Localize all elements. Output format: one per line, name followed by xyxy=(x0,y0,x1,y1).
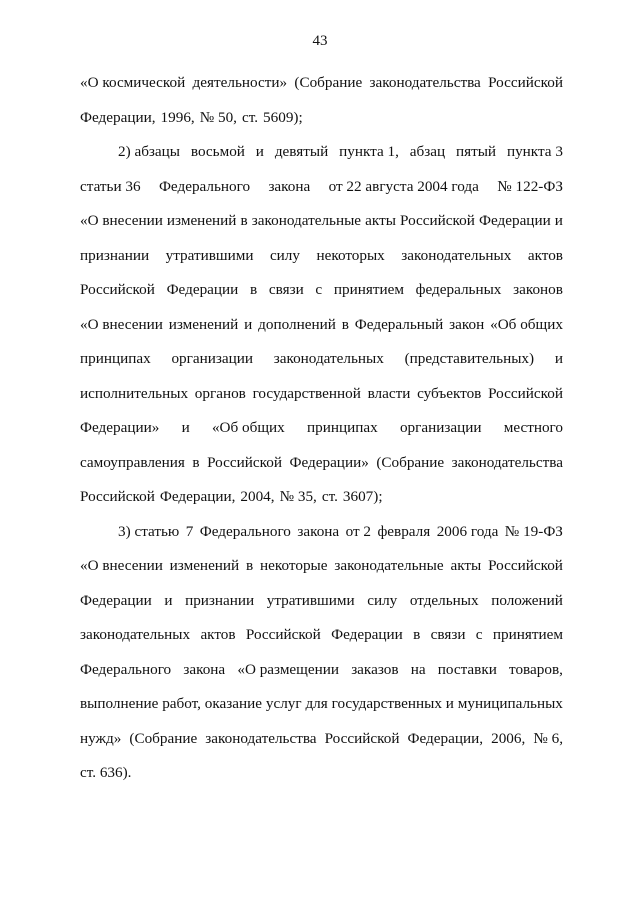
text-word: Федерации xyxy=(80,591,152,609)
text-word: Федерации, xyxy=(407,729,484,747)
text-line xyxy=(80,722,563,757)
text-word: актов xyxy=(527,246,563,264)
text-word: 2006, xyxy=(491,729,526,747)
text-word: (Собрание xyxy=(294,74,363,91)
text-word: изменений xyxy=(168,315,239,333)
text-word: Федерального xyxy=(80,660,172,678)
text-word: органов xyxy=(194,384,246,402)
text-word: Федеральный xyxy=(354,315,444,333)
text-word: работ, xyxy=(162,695,201,712)
text-word: законодательные xyxy=(334,557,444,574)
text-word: законодательные xyxy=(251,212,362,229)
text-word: на xyxy=(410,660,426,678)
text-word: в xyxy=(341,315,349,333)
text-word: муниципальных xyxy=(457,695,563,712)
text-line xyxy=(80,515,563,550)
text-word: Российской xyxy=(400,212,475,229)
text-word: от 22 августа 2004 года xyxy=(328,177,479,195)
text-word: с xyxy=(475,626,483,643)
text-word: дополнений xyxy=(258,315,336,333)
text-word: товаров, xyxy=(509,660,563,678)
text-word: абзац xyxy=(409,143,446,160)
text-word: Федерации xyxy=(331,626,403,643)
text-word: нужд» xyxy=(80,729,122,747)
text-word: 7 xyxy=(185,522,194,540)
text-word: субъектов xyxy=(417,384,482,402)
text-word: признании xyxy=(80,246,150,264)
text-word: государственной xyxy=(252,384,361,402)
text-word: Российской xyxy=(80,281,155,298)
text-word: Российской xyxy=(207,453,282,471)
text-word: местного xyxy=(503,419,563,436)
text-word: № 35, xyxy=(279,488,317,505)
text-word: закона xyxy=(183,660,226,678)
text-line xyxy=(80,653,563,688)
text-word: закона xyxy=(297,522,340,540)
text-line xyxy=(80,273,563,308)
text-word: законов xyxy=(513,281,563,298)
text-word: Федерации xyxy=(478,212,551,229)
text-word: некоторых xyxy=(316,246,385,264)
text-word: № 19-ФЗ xyxy=(504,522,563,540)
text-line xyxy=(80,342,563,377)
text-word: девятый xyxy=(274,143,329,160)
text-line xyxy=(80,687,563,722)
text-word: и xyxy=(554,212,563,229)
text-word: № 50, xyxy=(199,108,237,126)
text-word: и xyxy=(181,419,190,436)
text-word: восьмой xyxy=(190,143,245,160)
text-word: «Об общих xyxy=(490,315,563,333)
text-word: статьи 36 xyxy=(80,177,141,195)
text-word: законодательства xyxy=(451,453,563,471)
text-word: изменений xyxy=(169,557,240,574)
text-word: Российской xyxy=(488,74,563,91)
text-word: (Собрание xyxy=(376,453,445,471)
text-word: ст. xyxy=(241,108,259,126)
text-word: в xyxy=(192,453,200,471)
text-word: поставки xyxy=(437,660,497,678)
text-word: 2) абзацы xyxy=(118,143,180,160)
text-word: и xyxy=(164,591,173,609)
text-word: организации xyxy=(399,419,482,436)
text-word: отдельных xyxy=(409,591,479,609)
text-word: акты xyxy=(450,557,482,574)
text-word: Российской xyxy=(488,384,563,402)
text-line xyxy=(80,204,563,239)
text-word: ст. 636). xyxy=(80,764,132,781)
text-word: «О космической xyxy=(80,74,186,91)
text-line xyxy=(80,101,563,136)
text-word: оказание xyxy=(204,695,263,712)
text-word: в xyxy=(246,557,254,574)
text-word: принципах xyxy=(307,419,378,436)
text-word: (Собрание xyxy=(129,729,198,747)
text-line xyxy=(80,549,563,584)
text-word: Российской xyxy=(80,488,155,505)
text-line xyxy=(80,411,563,446)
text-word: в xyxy=(240,212,248,229)
text-word: признании xyxy=(185,591,255,609)
text-word: Федерации, xyxy=(159,488,236,505)
text-word: актов xyxy=(200,626,236,643)
text-word: № 6, xyxy=(533,729,563,747)
text-word: Федерации» xyxy=(289,453,369,471)
text-word: ст. xyxy=(321,488,338,505)
text-word: пункта 1, xyxy=(339,143,399,160)
text-word: принципах xyxy=(80,350,151,367)
text-word: выполнение xyxy=(80,695,159,712)
text-word: 5609); xyxy=(263,108,303,126)
text-word: силу xyxy=(269,246,300,264)
text-word: изменений xyxy=(166,212,237,229)
text-word: закон xyxy=(449,315,485,333)
text-line xyxy=(80,446,563,481)
text-word: «О внесении xyxy=(80,315,163,333)
text-word: «Об общих xyxy=(211,419,285,436)
page-number: 43 xyxy=(312,33,328,49)
text-line xyxy=(80,66,563,101)
text-word: и xyxy=(255,143,264,160)
text-word: законодательства xyxy=(205,729,317,747)
text-word: Федерального xyxy=(199,522,291,540)
text-line xyxy=(80,170,563,205)
text-word: пятый xyxy=(455,143,497,160)
text-word: некоторые xyxy=(260,557,328,574)
text-word: федеральных xyxy=(415,281,502,298)
text-word: исполнительных xyxy=(80,384,189,402)
text-line xyxy=(80,377,563,412)
text-word: «О размещении xyxy=(237,660,339,678)
text-word: и xyxy=(244,315,253,333)
text-line xyxy=(80,480,563,515)
text-word: Российской xyxy=(245,626,321,643)
text-line xyxy=(80,618,563,653)
text-word: положений xyxy=(491,591,563,609)
text-word: законодательства xyxy=(369,74,481,91)
text-word: в xyxy=(413,626,421,643)
text-word: законодательных xyxy=(401,246,512,264)
text-word: связи xyxy=(268,281,304,298)
text-word: 1996, xyxy=(160,108,195,126)
text-word: пункта 3 xyxy=(506,143,563,160)
text-word: 3) статью xyxy=(118,522,180,540)
text-word: 2004, xyxy=(240,488,275,505)
text-word: Федерации xyxy=(166,281,239,298)
text-word: закона xyxy=(268,177,311,195)
text-word: услуг xyxy=(265,695,302,712)
text-word: утратившими xyxy=(165,246,254,264)
text-word: Федерации» xyxy=(80,419,160,436)
text-word: государственных xyxy=(331,695,442,712)
text-word: принятием xyxy=(333,281,404,298)
text-line xyxy=(80,756,563,791)
text-word: самоуправления xyxy=(80,453,185,471)
text-word: февраля xyxy=(377,522,431,540)
text-word: законодательных xyxy=(273,350,384,367)
text-word: № 122-ФЗ xyxy=(497,177,563,195)
text-word: утратившими xyxy=(266,591,355,609)
text-word: принятием xyxy=(492,626,563,643)
text-word: для xyxy=(305,695,328,712)
text-word: силу xyxy=(367,591,398,609)
text-word: Российской xyxy=(324,729,400,747)
text-word: 2006 года xyxy=(436,522,499,540)
text-word: заказов xyxy=(351,660,399,678)
text-word: с xyxy=(315,281,323,298)
text-word: власти xyxy=(367,384,411,402)
text-line xyxy=(80,135,563,170)
text-word: организации xyxy=(171,350,253,367)
text-word: связи xyxy=(430,626,466,643)
text-word: «О внесении xyxy=(80,212,163,229)
text-word: Российской xyxy=(488,557,563,574)
text-word: законодательных xyxy=(80,626,191,643)
text-word: акты xyxy=(365,212,396,229)
text-word: (представительных) xyxy=(404,350,535,367)
text-word: от 2 xyxy=(345,522,372,540)
text-word: и xyxy=(554,350,563,367)
text-word: в xyxy=(250,281,258,298)
text-line xyxy=(80,584,563,619)
text-line xyxy=(80,239,563,274)
text-word: «О внесении xyxy=(80,557,163,574)
text-word: Федерального xyxy=(158,177,251,195)
text-word: Федерации, xyxy=(80,108,156,126)
text-word: деятельности» xyxy=(192,74,288,91)
text-word: 3607); xyxy=(342,488,383,505)
text-line xyxy=(80,308,563,343)
document-body xyxy=(80,66,563,791)
text-word: и xyxy=(445,695,454,712)
